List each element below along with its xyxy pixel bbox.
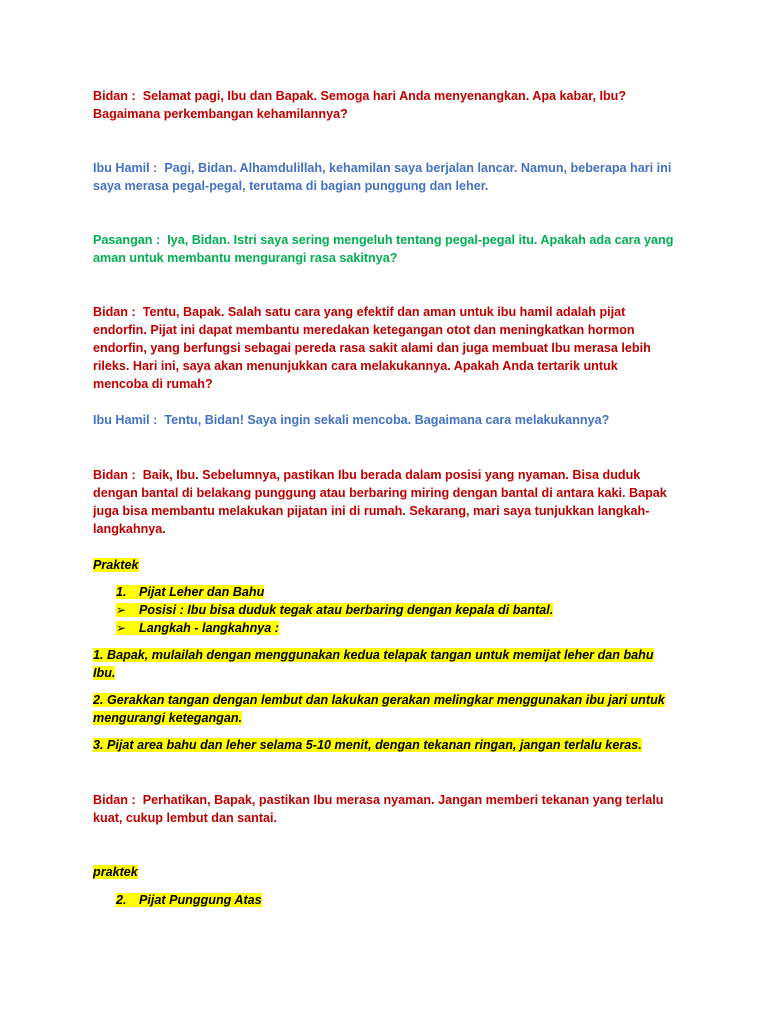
step-text: 2. Gerakkan tangan dengan lembut dan lakukan gerakan melingkar menggunakan ibu jari untuk mengurangi ketegangan. [93, 693, 665, 725]
step-1 [93, 646, 675, 682]
dialog-text: Pagi, Bidan. Alhamdulillah, kehamilan saya berjalan lancar. Namun, beberapa hari ini saya merasa pegal-pegal, terutama di bagian punggung dan leher. [93, 161, 672, 193]
step-3 [93, 736, 675, 754]
item-title: Pijat Leher dan Bahu [139, 585, 265, 599]
dialog-text: Selamat pagi, Ibu dan Bapak. Semoga hari Anda menyenangkan. Apa kabar, Ibu? Bagaimana perkembangan kehamilannya? [93, 89, 627, 121]
bullet-text: Posisi : Ibu bisa duduk tegak atau berbaring dengan kepala di bantal. [139, 603, 554, 617]
speaker-label: Ibu Hamil : [93, 161, 158, 175]
dialog-bidan-3 [93, 466, 675, 538]
item-number: 1. [116, 585, 127, 599]
item-title: Pijat Punggung Atas [139, 893, 262, 907]
numbered-item-2 [116, 891, 676, 909]
bullet-posisi [116, 601, 676, 619]
speaker-label: Bidan : [93, 305, 136, 319]
dialog-bidan-1 [93, 87, 675, 123]
dialog-bidan-4 [93, 791, 675, 827]
numbered-item-1 [116, 583, 676, 601]
dialog-ibu-hamil-1 [93, 159, 675, 195]
practice-heading-text: Praktek [93, 558, 139, 572]
item-number: 2. [116, 893, 127, 907]
practice-heading-1 [93, 556, 675, 574]
speaker-label: Bidan : [93, 468, 136, 482]
dialog-text: Tentu, Bidan! Saya ingin sekali mencoba. Bagaimana cara melakukannya? [164, 413, 610, 427]
dialog-text: Perhatikan, Bapak, pastikan Ibu merasa nyaman. Jangan memberi tekanan yang terlalu kuat, cukup lembut dan santai. [93, 793, 664, 825]
speaker-label: Ibu Hamil : [93, 413, 158, 427]
speaker-label: Bidan : [93, 89, 136, 103]
dialog-bidan-2 [93, 303, 675, 393]
speaker-label: Bidan : [93, 793, 136, 807]
dialog-ibu-hamil-2 [93, 411, 675, 429]
dialog-text: Tentu, Bapak. Salah satu cara yang efektif dan aman untuk ibu hamil adalah pijat endorfin. Pijat ini dapat membantu meredakan ketegangan otot dan meningkatkan hormon endorfin, yang berfungsi sebagai pereda rasa sakit alami dan juga membuat Ibu merasa lebih rileks. Hari ini, saya akan menunjukkan cara melakukannya. Apakah Anda tertarik untuk mencoba di rumah? [93, 305, 651, 391]
step-text: 1. Bapak, mulailah dengan menggunakan kedua telapak tangan untuk memijat leher dan bahu Ibu. [93, 648, 654, 680]
bullet-langkah [116, 619, 676, 637]
practice-heading-text: praktek [93, 865, 138, 879]
practice-heading-2 [93, 863, 675, 881]
step-text: 3. Pijat area bahu dan leher selama 5-10 menit, dengan tekanan ringan, jangan terlalu keras. [93, 738, 642, 752]
speaker-label: Pasangan : [93, 233, 161, 247]
bullet-text: Langkah - langkahnya : [139, 621, 279, 635]
arrow-bullet-icon: ➢ [116, 621, 127, 635]
dialog-text: Baik, Ibu. Sebelumnya, pastikan Ibu berada dalam posisi yang nyaman. Bisa duduk dengan bantal di belakang punggung atau berbaring miring dengan bantal di antara kaki. Bapak juga bisa membantu melakukan pijatan ini di rumah. Sekarang, mari saya tunjukkan langkah-langkahnya. [93, 468, 667, 536]
arrow-bullet-icon: ➢ [116, 603, 127, 617]
dialog-text: Iya, Bidan. Istri saya sering mengeluh tentang pegal-pegal itu. Apakah ada cara yang aman untuk membantu mengurangi rasa sakitnya? [93, 233, 674, 265]
step-2 [93, 691, 675, 727]
dialog-pasangan-1 [93, 231, 675, 267]
